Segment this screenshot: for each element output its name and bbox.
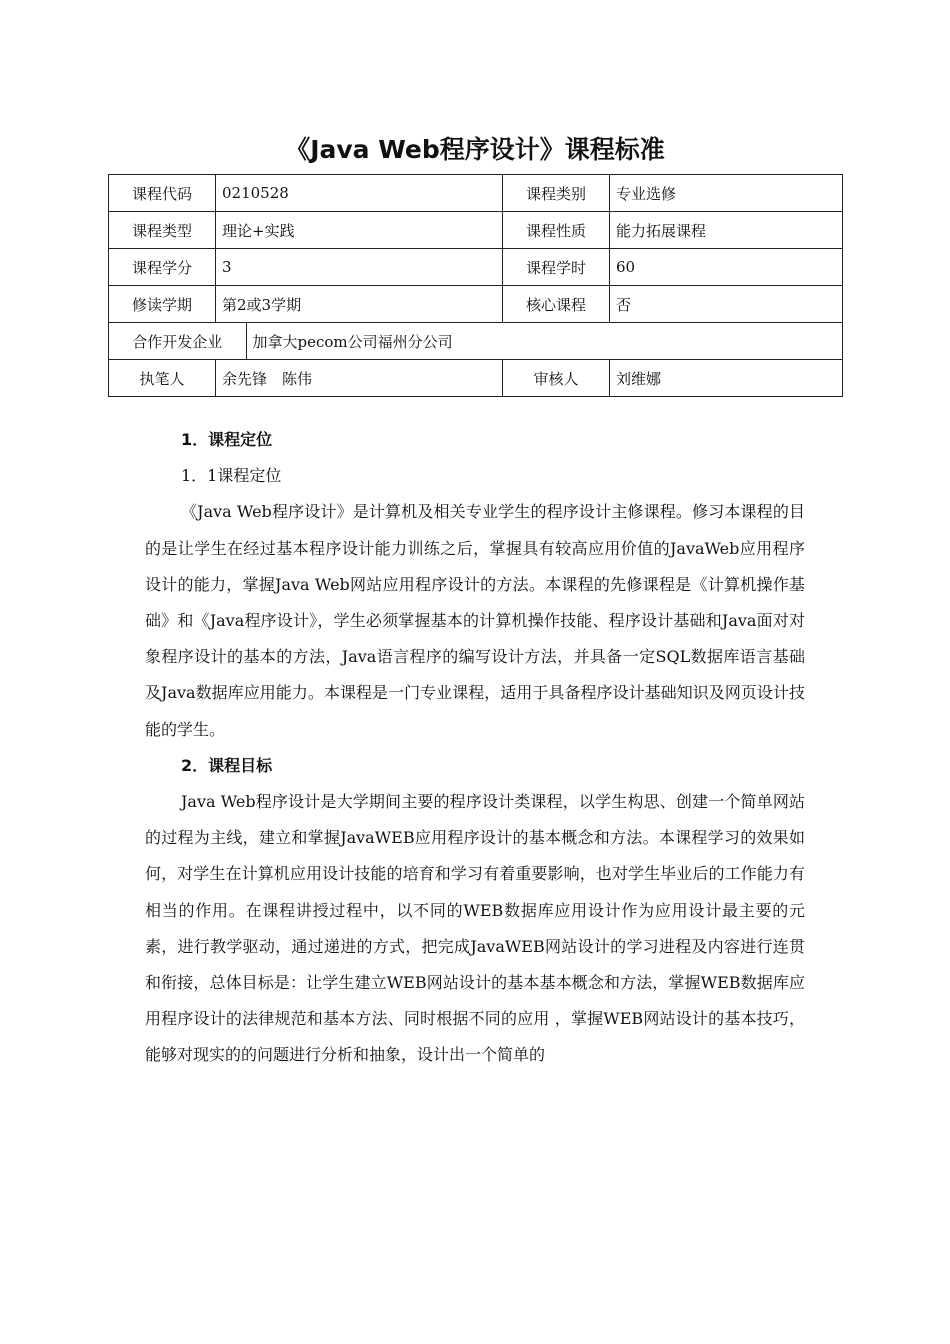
paragraph-course-goals: Java Web程序设计是大学期间主要的程序设计类课程，以学生构思、创建一个简单网站的过程为主线，建立和掌握JavaWEB应用程序设计的基本概念和方法。本课程学习的效果如何，对学生在计算机应用设计技能的培育和学习有着重要影响，也对学生毕业后的工作能力有相当的作用。在课程讲授过程中，以不同的WEB数据库应用设计作为应用设计最主要的元素，进行教学驱动，通过递进的方式，把完成JavaWEB网站设计的学习进程及内容进行连贯和衔接，总体目标是：让学生建立WEB网站设计的基本基本概念和方法，掌握WEB数据库应用程序设计的法律规范和基本方法、同时根据不同的应用 ，掌握WEB网站设计的基本技巧，能够对现实的的问题进行分析和抽象，设计出一个简单的 <box>145 792 805 1065</box>
subsection-heading-course-positioning: 1．1课程定位 <box>181 466 282 486</box>
semester-label: 修读学期 <box>109 286 216 323</box>
course-info-table <box>108 174 842 392</box>
hours-value: 60 <box>610 249 843 286</box>
section-heading-course-positioning: 1．课程定位 <box>181 430 273 449</box>
table-row <box>109 175 843 212</box>
core-course-label: 核心课程 <box>503 286 610 323</box>
paragraph-course-positioning: 《Java Web程序设计》是计算机及相关专业学生的程序设计主修课程。修习本课程的目的是让学生在经过基本程序设计能力训练之后，掌握具有较高应用价值的JavaWeb应用程序设计的能力，掌握Java Web网站应用程序设计的方法。本课程的先修课程是《计算机操作基础》和《Java程序设计》，学生必须掌握基本的计算机操作技能、程序设计基础和Java面对对象程序设计的基本的方法，Java语言程序的编写设计方法，并具备一定SQL数据库语言基础及Java数据库应用能力。本课程是一门专业课程，适用于具备程序设计基础知识及网页设计技能的学生。 <box>145 502 805 739</box>
semester-value: 第2或3学期 <box>216 286 503 323</box>
course-category-label: 课程类别 <box>503 175 610 212</box>
core-course-value: 否 <box>610 286 843 323</box>
course-type-value: 理论+实践 <box>216 212 503 249</box>
table-row <box>109 360 843 397</box>
course-category-value: 专业选修 <box>610 175 843 212</box>
course-type-label: 课程类型 <box>109 212 216 249</box>
course-nature-value: 能力拓展课程 <box>610 212 843 249</box>
credits-value: 3 <box>216 249 503 286</box>
credits-label: 课程学分 <box>109 249 216 286</box>
course-nature-label: 课程性质 <box>503 212 610 249</box>
section-heading-course-goals: 2．课程目标 <box>181 755 273 775</box>
document-body <box>145 422 805 1074</box>
reviewer-value: 刘维娜 <box>610 360 843 397</box>
author-label: 执笔人 <box>109 360 216 397</box>
table-row <box>109 286 843 323</box>
partner-label: 合作开发企业 <box>109 323 246 359</box>
table-row <box>109 212 843 249</box>
hours-label: 课程学时 <box>503 249 610 286</box>
author-value: 余先锋 陈伟 <box>216 360 503 397</box>
partner-value: 加拿大pecom公司福州分公司 <box>252 332 453 351</box>
table-row <box>109 323 843 360</box>
course-code-value: 0210528 <box>216 175 503 212</box>
table-row <box>109 249 843 286</box>
reviewer-label: 审核人 <box>503 360 610 397</box>
course-code-label: 课程代码 <box>109 175 216 212</box>
page-title: 《Java Web程序设计》课程标准 <box>285 135 665 164</box>
